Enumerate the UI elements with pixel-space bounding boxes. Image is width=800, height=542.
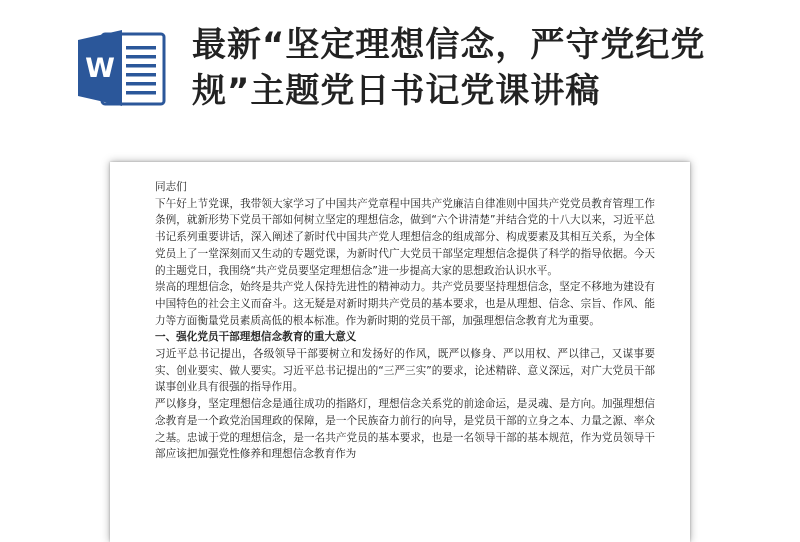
section-heading: 一、强化党员干部理想信念教育的重大意义 — [155, 331, 357, 344]
paragraph: 崇高的理想信念，始终是共产党人保持先进性的精神动力。共产党员要坚持理想信念，坚定不移地为建设有中国特色的社会主义而奋斗。这无疑是对新时期共产党员的基本要求，也是从理想、信念、宗旨、作风、能力等方面衡量党员素质高低的根本标准。作为新时期的党员干部，加强理想信念教育尤为重要。 — [155, 281, 655, 327]
word-document-icon — [76, 28, 168, 108]
paragraph: 严以修身，坚定理想信念是通往成功的指路灯，理想信念关系党的前途命运，是灵魂、是方向。加强理想信念教育是一个政党治国理政的保障，是一个民族奋力前行的向导，是党员干部的立身之本、力量之源、率众之基。忠诚于党的理想信念，是一名共产党员的基本要求，也是一名领导干部的基本规范，作为党员领导干部应该把加强党性修养和理想信念教育作为 — [155, 398, 655, 461]
document-header — [0, 0, 800, 160]
document-title: 最新“坚定理想信念，严守党纪党规”主题党日书记党课讲稿 — [192, 25, 706, 111]
word-logo-letter: W — [85, 53, 115, 84]
document-body — [155, 179, 655, 463]
greeting: 同志们 — [155, 181, 187, 193]
paragraph: 下午好上节党课，我带领大家学习了中国共产党章程中国共产党廉洁自律准则中国共产党党员教育管理工作条例，就新形势下党员干部如何树立坚定的理想信念，做到“六个讲清楚”并结合党的十八大以来，习近平总书记系列重要讲话，深入阐述了新时代中国共产党人理想信念的组成部分、构成要素及其相互关系，为全体党员上了一堂深刻而又生动的专题党课，为新时代广大党员干部坚定理想信念提供了科学的指导依据。今天的主题党日，我围绕“共产党员要坚定理想信念”进一步提高大家的思想政治认识水平。 — [155, 197, 655, 277]
document-page — [110, 162, 690, 542]
paragraph: 习近平总书记提出，各级领导干部要树立和发扬好的作风，既严以修身、严以用权、严以律己，又谋事要实、创业要实、做人要实。习近平总书记提出的“三严三实”的要求，论述精辟、意义深远，对广大党员干部谋事创业具有很强的指导作用。 — [155, 348, 655, 394]
